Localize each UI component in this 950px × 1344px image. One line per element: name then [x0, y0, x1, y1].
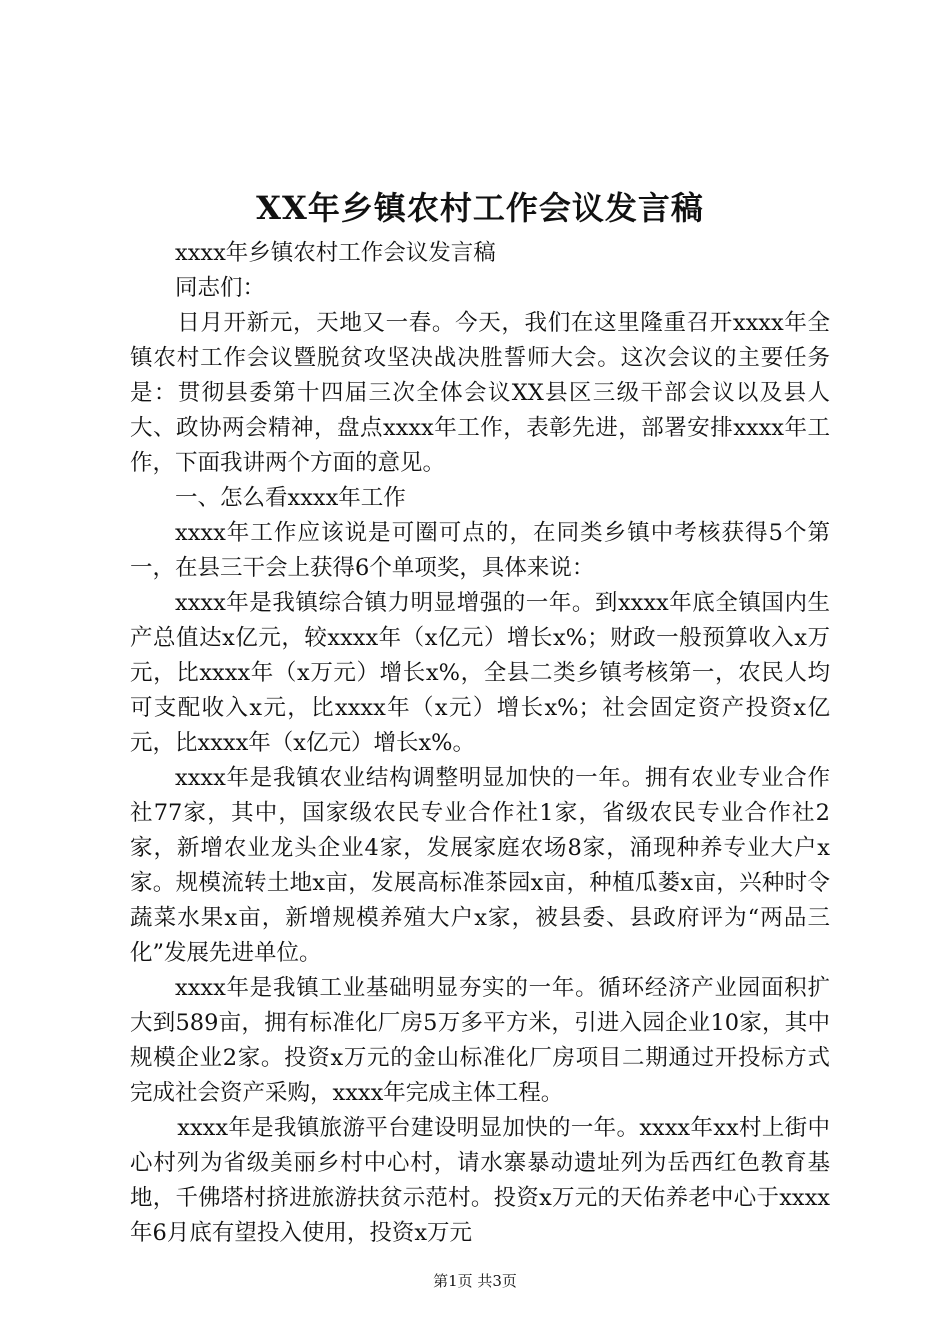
paragraph-opening: 日月开新元，天地又一春。今天，我们在这里隆重召开xxxx年全镇农村工作会议暨脱贫攻坚决战决胜誓师大会。这次会议的主要任务是：贯彻县委第十四届三次全体会议XX县区三级干部会议以及县人大、政协两会精神，盘点xxxx年工作，表彰先进，部署安排xxxx年工作，下面我讲两个方面的意见。: [130, 310, 830, 476]
paragraph-industry: xxxx年是我镇工业基础明显夯实的一年。循环经济产业园面积扩大到589亩，拥有标准化厂房5万多平方米，引进入园企业10家，其中规模企业2家。投资x万元的金山标准化厂房项目二期通过开投标方式完成社会资产采购，xxxx年完成主体工程。: [130, 975, 830, 1106]
paragraph-subtitle: xxxx年乡镇农村工作会议发言稿: [175, 240, 496, 266]
paragraph-economy: xxxx年是我镇综合镇力明显增强的一年。到xxxx年底全镇国内生产总值达x亿元，较xxxx年（x亿元）增长x%；财政一般预算收入x万元，比xxxx年（x万元）增长x%，全县二类乡镇考核第一，农民人均可支配收入x元，比xxxx年（x元）增长x%；社会固定资产投资x亿元，比xxxx年（x亿元）增长x%。: [130, 590, 830, 756]
paragraph-agriculture: xxxx年是我镇农业结构调整明显加快的一年。拥有农业专业合作社77家，其中，国家级农民专业合作社1家，省级农民专业合作社2家，新增农业龙头企业4家，发展家庭农场8家，涌现种养专业大户x家。规模流转土地x亩，发展高标准茶园x亩，种植瓜蒌x亩，兴种时令蔬菜水果x亩，新增规模养殖大户x家，被县委、县政府评为“两品三化”发展先进单位。: [130, 765, 830, 966]
paragraph-summary: xxxx年工作应该说是可圈可点的，在同类乡镇中考核获得5个第一，在县三干会上获得6个单项奖，具体来说：: [130, 520, 830, 581]
section-heading: 一、怎么看xxxx年工作: [175, 485, 406, 511]
paragraph-salutation: 同志们：: [175, 275, 266, 301]
paragraph-tourism: xxxx年是我镇旅游平台建设明显加快的一年。xxxx年xx村上街中心村列为省级美丽乡村中心村，请水寨暴动遗址列为岳西红色教育基地，千佛塔村挤进旅游扶贫示范村。投资x万元的天佑养老中心于xxxx年6月底有望投入使用，投资x万元: [130, 1115, 830, 1246]
document-body: [130, 236, 830, 1251]
document-title: XX年乡镇农村工作会议发言稿: [256, 189, 704, 227]
page-footer: 第1页 共3页: [433, 1272, 517, 1290]
